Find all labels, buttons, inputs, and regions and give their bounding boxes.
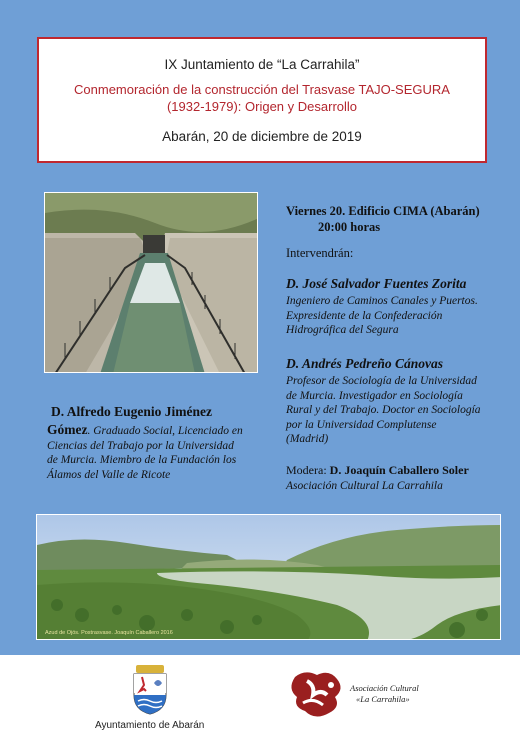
speaker-3-bio-line: Ciencias del Trabajo por la Universidad [47,439,234,452]
footer [0,655,520,735]
speaker-2-bio-line: de Murcia. Investigador en Sociología [286,389,463,402]
event-subtitle [49,81,475,115]
speaker-1-name: D. José Salvador Fuentes Zorita [286,276,467,291]
speaker-3-bio-line: Álamos del Valle de Ricote [47,468,171,481]
speaker-3 [47,404,267,482]
event-subtitle-line1: Conmemoración de la construcción del Trasvase TAJO-SEGURA [74,82,450,97]
river-photo [36,514,501,640]
speaker-2-bio-line: por la Universidad Complutense [286,418,437,431]
carrahila-label-line2: «La Carrahila» [356,694,410,704]
speaker-2 [286,356,506,447]
speaker-3-bio-line: de Murcia. Miembro de la Fundación los [47,454,237,466]
carrahila-logo-icon [285,667,351,727]
event-time: 20:00 horas [318,220,381,234]
moderator-line [286,462,506,478]
speaker-3-bio-first: . Graduado Social, Licenciado en [87,425,243,437]
coat-of-arms-icon [130,665,170,720]
header-box [37,37,487,163]
speaker-2-bio-line: Rural y del Trabajo. Doctor en Sociología [286,404,481,416]
event-day-place: Viernes 20. Edificio CIMA (Abarán) [286,204,480,218]
speaker-3-name-cont: Gómez [47,422,88,437]
speaker-1 [286,276,506,338]
speaker-2-name: D. Andrés Pedreño Cánovas [286,356,444,371]
speaker-3-name: D. Alfredo Eugenio Jiménez [51,404,212,419]
speaker-1-bio-line: Expresidente de la Confederación [286,309,443,322]
moderator-org: Asociación Cultural La Carrahila [286,480,443,492]
moderator [286,462,506,494]
canal-photo-drawing [45,193,258,373]
canal-photo [44,192,258,373]
speaker-2-bio-line: Profesor de Sociología de la Universidad [286,375,477,387]
event-info [286,203,506,261]
river-photo-drawing [37,515,501,640]
moderator-name: D. Joaquín Caballero Soler [329,463,469,477]
speaker-1-bio [286,294,506,338]
carrahila-label-line1: Asociación Cultural [350,683,419,693]
speaker-2-bio-line: (Madrid) [286,433,329,445]
photo-caption: Azud de Ojós. Postrasvase. Joaquín Caballero 2016 [45,630,173,636]
event-title: IX Juntamiento de “La Carrahila” [164,57,360,72]
carrahila-label [350,683,419,705]
speaker-1-bio-line: Hidrográfica del Segura [286,324,399,336]
event-date: Abarán, 20 de diciembre de 2019 [162,129,362,144]
speaker-1-bio-line: Ingeniero de Caminos Canales y Puertos. [286,295,478,307]
speaker-2-bio [286,374,506,447]
speaker-3-bio [47,423,267,482]
moderator-label: Modera: [286,463,327,477]
ayuntamiento-label: Ayuntamiento de Abarán [95,720,205,731]
event-subtitle-line2: (1932-1979): Origen y Desarrollo [166,99,358,114]
speakers-label: Intervendrán: [286,246,354,260]
